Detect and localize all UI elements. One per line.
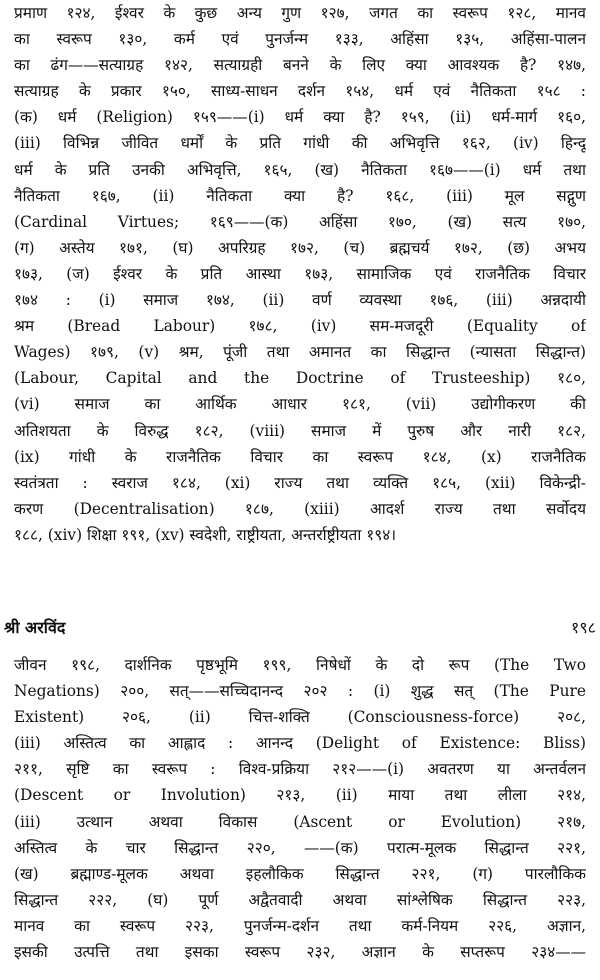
text-line: (Labour, Capital and the Doctrine of Trusteeship) १८०,: [14, 369, 586, 388]
text-line: १७४ : (i) समाज १७४, (ii) वर्ण व्यवस्था १७६, (iii) अन्नदायी: [14, 291, 586, 310]
text-line: का स्वरूप १३०, कर्म एवं पुनर्जन्म १३३, अहिंसा १३५, अहिंसा-पालन: [14, 30, 586, 49]
text-line: (ix) गांधी के राजनैतिक विचार का स्वरूप १८४, (x) राजनैतिक: [14, 447, 586, 466]
text-line: (Cardinal Virtues; १६९——(क) अहिंसा १७०, (ख) सत्य १७०,: [14, 212, 586, 231]
text-line: (iii) विभिन्न जीवित धर्मों के प्रति गांधी की अभिवृत्ति १६२, (iv) हिन्दू: [14, 134, 586, 153]
text-line: धर्म के प्रति उनकी अभिवृत्ति, १६५, (ख) नैतिकता १६७——(i) धर्म तथा: [14, 160, 586, 179]
contents-section-aurobindo: [14, 652, 586, 965]
text-line: प्रमाण १२४, ईश्वर के कुछ अन्य गुण १२७, जगत का स्वरूप १२८, मानव: [14, 4, 586, 22]
text-line: अतिशयता के विरुद्ध १८२, (viii) समाज में पुरुष और नारी १८२,: [14, 421, 586, 440]
text-line: Existent) २०६, (ii) चित्त-शक्ति (Consciousness-force) २०८,: [14, 708, 586, 727]
text-line: Negations) २००, सत्——सच्चिदानन्द २०२ : (i) शुद्ध सत् (The Pure: [14, 682, 586, 701]
text-line: (ग) अस्तेय १७१, (घ) अपरिग्रह १७२, (च) ब्रह्मचर्य १७२, (छ) अभय: [14, 238, 586, 257]
text-line: (क) धर्म (Religion) १५९——(i) धर्म क्या है? १५९, (ii) धर्म-मार्ग १६०,: [14, 108, 586, 127]
text-line: श्रम (Bread Labour) १७८, (iv) सम-मजदूरी (Equality of: [14, 317, 586, 336]
text-line: (vi) समाज का आर्थिक आधार १८१, (vii) उद्योगीकरण की: [14, 395, 586, 414]
section-page-number: १९८: [571, 618, 596, 637]
contents-section-gandhi: [14, 0, 586, 548]
text-line: करण (Decentralisation) १८७, (xiii) आदर्श राज्य तथा सर्वोदय: [14, 499, 586, 518]
text-line: जीवन १९८, दार्शनिक पृष्ठभूमि १९९, निषेधों के दो रूप (The Two: [14, 656, 586, 674]
text-line: सत्याग्रह के प्रकार १५०, साध्य-साधन दर्शन १५४, धर्म एवं नैतिकता १५८ :: [14, 82, 586, 101]
section-title: श्री अरविंद: [4, 618, 66, 637]
text-line: अस्तित्व के चार सिद्धान्त २२०, ——(क) परात्म-मूलक सिद्धान्त २२१,: [14, 838, 586, 857]
text-line: इसकी उत्पत्ति तथा इसका स्वरूप २३२, अज्ञान के सप्तरूप २३४——: [14, 943, 586, 962]
text-line: सिद्धान्त २२२, (घ) पूर्ण अद्वैतवादी अथवा सांश्लेषिक सिद्धान्त २२३,: [14, 890, 586, 909]
text-line: का ढंग——सत्याग्रह १४२, सत्याग्रही बनने के लिए क्या आवश्यक है? १४७,: [14, 56, 586, 75]
section-heading: [0, 614, 600, 642]
text-line: (iii) उत्थान अथवा विकास (Ascent or Evolution) २१७,: [14, 812, 586, 831]
text-line: नैतिकता १६७, (ii) नैतिकता क्या है? १६८, (iii) मूल सद्गुण: [14, 186, 586, 205]
text-line: (ख) ब्रह्माण्ड-मूलक अथवा इहलौकिक सिद्धान्त २२१, (ग) पारलौकिक: [14, 864, 586, 883]
text-line: मानव का स्वरूप २२३, पुनर्जन्म-दर्शन तथा कर्म-नियम २२६, अज्ञान,: [14, 916, 586, 935]
text-line: २११, सृष्टि का स्वरूप : विश्व-प्रक्रिया २१२——(i) अवतरण या अन्तर्वलन: [14, 760, 586, 779]
text-line: Wages) १७९, (v) श्रम, पूंजी तथा अमानत का सिद्धान्त (न्यासता सिद्धान्त): [14, 343, 586, 362]
text-line: १७३, (ज) ईश्वर के प्रति आस्था १७३, सामाजिक एवं राजनैतिक विचार: [14, 264, 586, 283]
text-line: १८८, (xiv) शिक्षा १९१, (xv) स्वदेशी, राष्ट्रीयता, अन्तर्राष्ट्रीयता १९४।: [14, 525, 397, 544]
text-line: स्वतंत्रता : स्वराज १८४, (xi) राज्य तथा व्यक्ति १८५, (xii) विकेन्द्री-: [14, 473, 586, 492]
text-line: (iii) अस्तित्व का आह्लाद : आनन्द (Delight of Existence: Bliss): [14, 734, 586, 753]
text-line: (Descent or Involution) २१३, (ii) माया तथा लीला २१४,: [14, 786, 586, 805]
